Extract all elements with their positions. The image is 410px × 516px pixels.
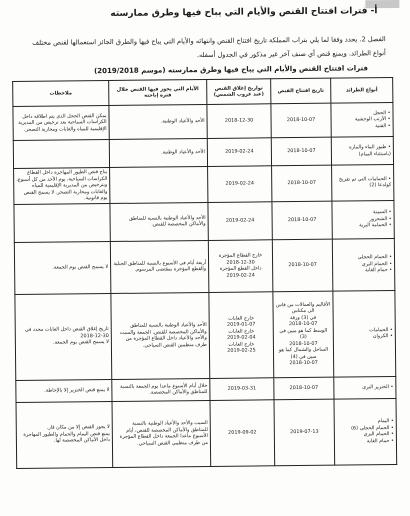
days-cell: السبت والأحد والأعياد الوطنية بالنسبة للمناطق والأماكن المخصصة للقنص، أيام الأسبوع ماعدا الجمعة داخل القطاع المؤجرة من طرف منظمي القنص السياحي. [112, 400, 211, 467]
days-cell: أربعة أيام في الأسبوع بالنسبة للمناطق الجبلية والقطع المؤجرة بمقتضى المرسوم. [110, 240, 209, 293]
header-close-date: تواريخ إغلاق القنص (عند غروب الشمس) [207, 79, 271, 105]
game-cell: • الحمامات التي تم تفريخ كولدعا (2) [332, 165, 394, 201]
notes-cell: لا يمنع قنص الخنزير إلا بالإحاطة. [16, 379, 112, 402]
intro-paragraph: الفصل 2. يحدد وفقا لما يلي بتراب المملكة تاريخ افتتاح القنص وانتهائه والأيام التي يباح فيها والطرق الجائز استعمالها لقنص مختلف أنواع الطرائد. ويمنع قنص أي صنف آخر غير مذكور في الجدول أسفله. [32, 35, 386, 60]
close-date-cell: خارج الغابات 2019-01-07 خارج الغابات 2019-02-04 خارج الغابات 2019-02-25 [209, 291, 274, 378]
days-cell [110, 166, 208, 203]
game-cell: • الحجل • الأرنب الوحشية • القنية [331, 103, 393, 138]
close-date-cell: 2018-12-30 [207, 104, 271, 139]
table-row [14, 165, 394, 204]
notes-cell: لا يجوز القنص إلا من مكان قار. يمنع قنص اليمام والحمام والطيور المهاجرة داخل الأماكن المخصصة لها. [16, 401, 113, 468]
close-date-cell: 2019-02-24 [207, 138, 271, 167]
table-row [16, 398, 397, 468]
table-row [13, 137, 393, 169]
open-date-cell: 2018-10-07 [271, 103, 331, 138]
header-notes: ملاحظات [13, 80, 109, 106]
table-title: فترات افتتاح القنص والأيام التي يباح فيها وطرق ممارسته (موسم 2019/2018) [94, 64, 368, 76]
notes-cell: لا يسمح القنص يوم الجمعة. [14, 241, 111, 294]
header-days: الأيام التي يجوز فيها القنص خلال فترة إباحته [109, 79, 207, 105]
open-date-cell: الأقاليم والعمالات من فاس الى مكناس في (3) ورقة 2018-10-07 الوسط كما هو مبين في (3) 2018-10-07 الساحل والشمال كما هو مبين في (4) 2018-10-07 [273, 291, 334, 378]
header-game: أنواع الطرائد [331, 78, 393, 104]
game-cell: • السمنة • الشحرور • الحمامة البرية [332, 200, 394, 239]
days-cell: الأحد والأعياد الوطنية. [109, 104, 207, 139]
header-open-date: تاريخ افتتاح القنص [271, 78, 331, 104]
days-cell: الأحد والأعياد الوطنية. [109, 138, 207, 167]
days-cell: خلال أيام الأسبوع ماعدا يوم الجمعة بالنسبة للمناطق والأماكن المخصصة. [112, 378, 210, 401]
days-cell: الأحد والأعياد الوطنية بالنسبة للمناطق والأماكن المخصصة للقنص. الجمعة والسبت والأحد والأعياد داخل القطاع المؤجرة من طرف منظمين القنص السياحي. [111, 292, 210, 379]
notes-cell: تاريخ إغلاق القنص داخل الغابات محدد في 30-12-2018 لا يسمح القنص يوم الجمعة. [15, 293, 112, 380]
close-date-cell: خارج القطاع المؤجرة 2018-12-30 داخل القطع المؤجرة 2019-02-24 [208, 239, 273, 292]
open-date-cell: 2018-10-07 [271, 137, 331, 166]
days-cell: الأحد والأعياد الوطنية بالنسبة للمناطق والأماكن المخصصة للقنص. [110, 202, 208, 241]
table-row [14, 200, 394, 242]
close-date-cell: 2019-02-24 [208, 201, 272, 240]
hunting-table [12, 77, 397, 468]
close-date-cell: 2019-09-02 [210, 399, 275, 466]
table-row [14, 238, 395, 294]
section-heading: أ- فترات افتتاح القنص والأيام التي يباح فيها وطرق ممارسته [110, 6, 378, 19]
notes-cell: يمكن القنص الحجل الذي يتم اطلاقه داخل الكراسات السياحية بعد ترخيص من المديرية الإقليمية للمياه والغابات ومحاربة التصحر. [13, 105, 109, 140]
open-date-cell: 2018-10-07 [272, 201, 332, 240]
table-row [15, 290, 396, 380]
notes-cell [14, 203, 110, 242]
open-date-cell: 2018-10-07 [274, 377, 334, 400]
game-cell: • الحمام الحجلي • الحمام البري • حمام الغابة [332, 238, 395, 291]
game-cell: • الحمامات • الكروان [333, 290, 396, 377]
open-date-cell: 2019-07-13 [274, 399, 335, 466]
game-cell: • طيور الماء والمارة (باستثناء اليمام) [331, 137, 393, 166]
table-row [13, 103, 393, 141]
open-date-cell: 2018-10-07 [272, 165, 332, 201]
close-date-cell: 2019-02-24 [208, 166, 272, 202]
close-date-cell: 2019-03-31 [210, 377, 274, 400]
notes-cell: يباح قنص الطيور المهاجرة داخل القطاع الكراسات السياحية، يوم الأحد من كل أسبوع، وبترخيص من المديرية الإقليمية للمياه والغابات ومحاربة التصحر. لا يسمح القنص يوم قانونية. [14, 167, 110, 204]
open-date-cell: 2018-10-07 [272, 239, 333, 292]
notes-cell [13, 139, 109, 168]
game-cell: • الخنزير البري [334, 376, 396, 399]
game-cell: • اليمام • الحمام الحجلي (6) • الحمام البري • حمام الغابة [334, 398, 397, 465]
